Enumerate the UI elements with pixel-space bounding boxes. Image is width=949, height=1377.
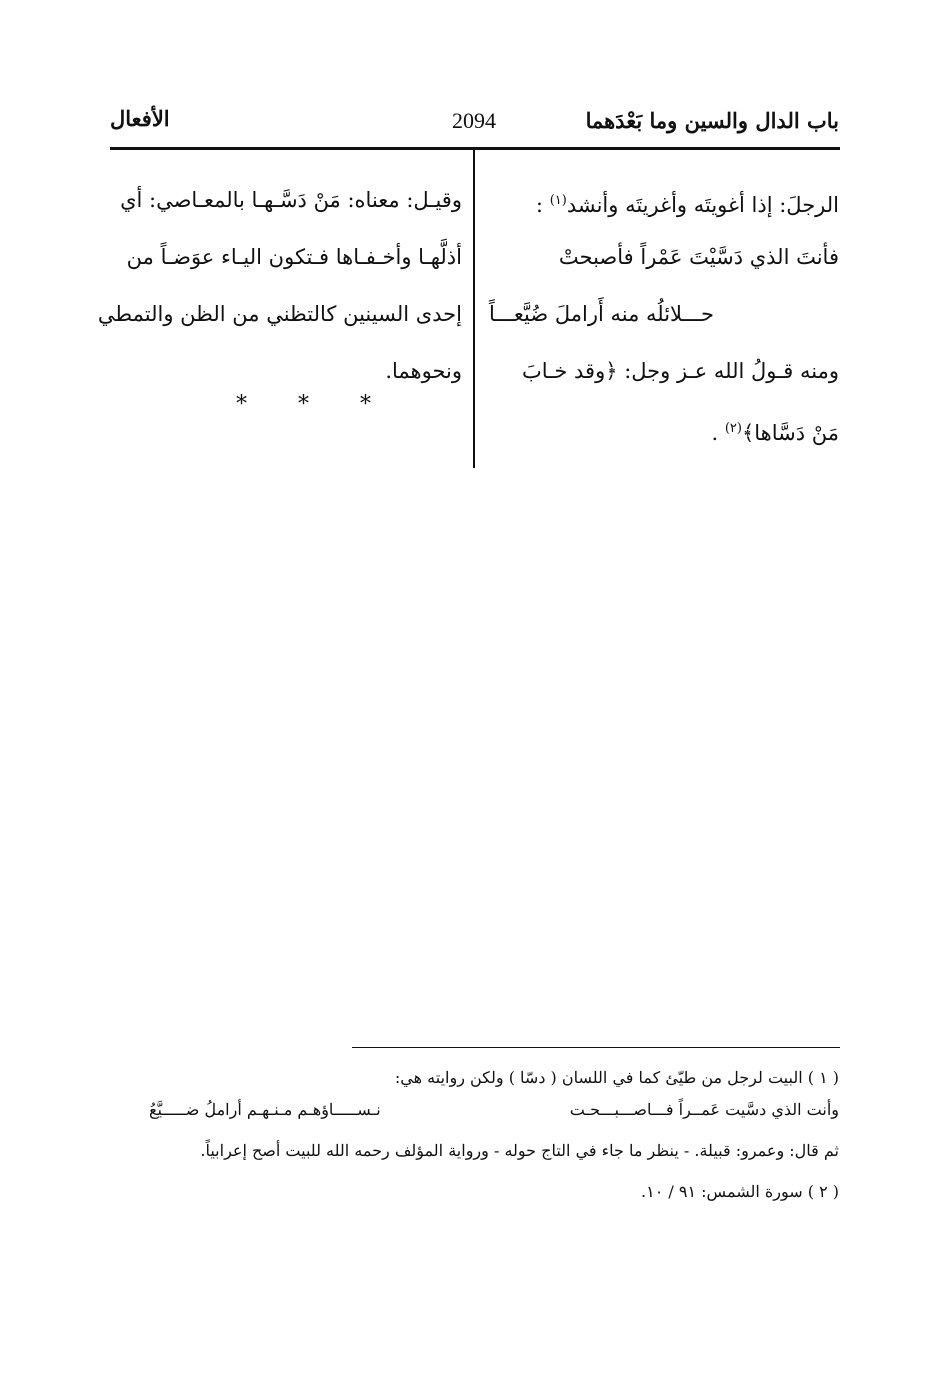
- text-line: أذلَّهـا وأخـفـاها فـتكون اليـاء عوَضـاً من: [126, 245, 462, 269]
- chapter-title: باب الدال والسين وما بَعْدَهما: [585, 108, 839, 133]
- text-line: ونحوهما.: [385, 359, 462, 383]
- verse-line: حـــلائلُه منه أَراملَ ضُيَّعـــاً: [489, 302, 715, 326]
- text-line: ومنه قـولُ الله عـز وجل: ﴿وقد خـابَ: [522, 359, 839, 383]
- text-line: إحدى السينين كالتظني من الظن والتمطي: [97, 302, 462, 326]
- verse-line: فأنتَ الذي دَسَّيْتَ عَمْراً فأصبحتْ: [558, 245, 839, 269]
- section-title: الأفعال: [110, 106, 170, 131]
- text-line: وقيـل: معناه: مَنْ دَسَّـهـا بالمعـاصي: أي: [120, 188, 462, 212]
- footnote-ref: (٢): [724, 421, 742, 436]
- right-column: [489, 172, 839, 457]
- footnote-ref: (١): [549, 193, 567, 208]
- page-number: 2094: [452, 108, 496, 133]
- verse-hemistich-first: وأنت الذي دسَّيت عَمــراً فـــاصـــبـــحـت: [569, 1100, 839, 1119]
- verse-hemistich-second: نـســـــاؤهـم مـنـهـم أراملُ ضـــــيَّعُ: [149, 1100, 381, 1119]
- text-line: الرجلَ: إذا أغويتَه وأغريتَه وأنشد$^{(١)}$ :: [535, 193, 839, 217]
- footnote-1-continued: ثم قال: وعمرو: قبيلة. - ينظر ما جاء في التاج حوله - ورواية المؤلف رحمه الله للبيت أصح إعرابياً.: [200, 1141, 839, 1160]
- column-divider: [473, 150, 475, 468]
- section-separator: * * *: [236, 392, 393, 417]
- footnote-2: ( ٢ ) سورة الشمس: ٩١ / ١٠.: [641, 1182, 839, 1201]
- text-line: مَنْ دَسَّاها﴾$^{(٢)}$ .: [711, 421, 839, 445]
- left-column: [97, 172, 462, 400]
- footnote-1: ( ١ ) البيت لرجل من طيّئ كما في اللسان ( دسّا ) ولكن روايته هي:: [394, 1068, 839, 1087]
- header-rule: [110, 147, 840, 150]
- footnote-rule: [352, 1047, 840, 1048]
